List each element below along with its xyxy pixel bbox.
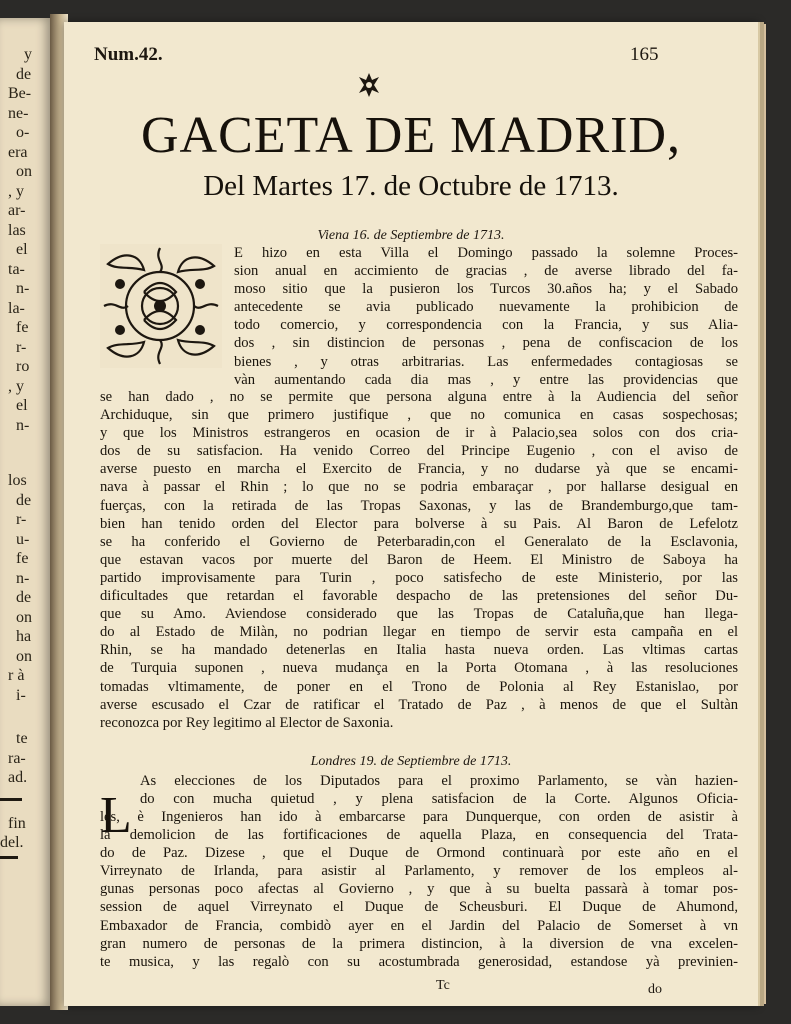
left-page-fragment: n-	[16, 569, 30, 587]
london-report-indented	[140, 772, 738, 808]
text-line: la demolicion de las fortificaciones de aquella Plaza, en consequencia del Trata-	[100, 827, 738, 844]
dateline-london: Londres 19. de Septiembre de 1713.	[310, 754, 512, 769]
text-line: Archiduque, sin que primero justifique , que no comunica en casas sospechosas;	[100, 407, 738, 424]
text-line: bien han tenido orden del Elector para bolverse à su Pais. Al Baron de Lefelotz	[100, 515, 738, 532]
left-page-fragment: y	[24, 46, 32, 63]
gazette-title: GACETA DE MADRID,	[140, 107, 682, 164]
text-line: sion anual en accimiento de gracias , de averse librado del fa-	[234, 263, 738, 280]
vienna-report-full	[100, 388, 738, 732]
left-page-fragment: las	[8, 221, 26, 239]
text-line: que su Amo. Aviendose considerado que las Tropas de Cataluña,que han llega-	[100, 606, 738, 623]
left-page-fragment: ta-	[8, 260, 25, 278]
text-line: E hizo en esta Villa el Domingo passado la solemne Proces-	[234, 245, 738, 261]
left-page-fragment: ne-	[8, 104, 29, 122]
left-page-fragment: Be-	[8, 85, 32, 102]
text-line: reconozca por Rey legitimo al Elector de Saxonia.	[100, 714, 394, 731]
text-line: As elecciones de los Diputados para el proximo Parlamento, se vàn hazien-	[140, 773, 738, 789]
left-page-fragment: fin	[8, 814, 26, 832]
text-line: se ha conferido el Govierno de Peterbaradin,con el Generalato de la Esclavonia,	[100, 533, 738, 550]
left-page-fragment: ro	[16, 358, 30, 375]
left-page-fragment: r à	[8, 667, 25, 684]
left-page-fragment: ra-	[8, 749, 26, 767]
page-number: 165	[630, 44, 659, 65]
text-line: dificultades que retardan el favorable despacho de las pretensiones del señor Du-	[100, 588, 738, 605]
text-line: partido improvisamente para Turin , poco satisfecho de este Ministerio, por las	[100, 569, 738, 586]
left-page-fragment: , y	[8, 377, 24, 395]
left-page-fragment: i-	[16, 686, 26, 704]
text-line: les, è Ingenieros han ido à embarcarse para Dunquerque, con orden de asistir à	[100, 809, 738, 825]
left-page-fragment: los	[8, 472, 27, 489]
issue-number: Num.42.	[94, 44, 163, 65]
text-line: nava à passar el Rhin ; lo que no se podria embaraçar , por hallarse desigual en	[100, 479, 738, 496]
left-page-fragment: de	[16, 65, 32, 83]
left-page-fragment: r-	[16, 338, 27, 356]
decorated-initial-ornament	[100, 244, 222, 368]
left-page-fragment: ha	[16, 628, 32, 645]
text-line: te musica, y las regalò con su acostumbrada generosidad, estandose yà previnien-	[100, 953, 738, 970]
left-page-fragment: de	[16, 491, 32, 509]
issue-date: Del Martes 17. de Octubre de 1713.	[203, 170, 619, 202]
text-line: do de Paz. Dizese , que el Duque de Ormond continuarà por este año en el	[100, 845, 738, 862]
text-line: averse escusado el Czar de ratificar el Tratado de Paz , à menos de que el Sultàn	[100, 696, 738, 713]
vienna-report-indented	[234, 244, 738, 389]
text-line: dos de su satisfacion. Ha venido Correo del Principe Eugenio , con el aviso de	[100, 443, 738, 460]
left-page-fragment: el	[16, 241, 28, 258]
text-line: gunas personas poco afectas al Govierno , y que à su buelta passarà à tomar pos-	[100, 881, 738, 898]
left-page-fragment: n-	[16, 280, 30, 297]
text-line: Rhin, se ha mandado detenerlas en Italia hasta nueva orden. Las vltimas cartas	[100, 642, 738, 659]
left-page-fragment: on	[16, 608, 32, 626]
text-line: session de aquel Virreynato el Duque de Scheusburi. El Duque de Ahumond,	[100, 899, 738, 916]
left-page-fragment: , y	[8, 182, 24, 200]
left-page-fragment: r-	[16, 511, 27, 528]
text-line: moso sitio que la pusieron los Turcos 30.años ha; y el Sabado	[234, 281, 738, 298]
text-line: bienes , y otras arbitrarias. Las enfermedades contagiosas se	[234, 353, 738, 370]
left-page-fragment: n-	[16, 416, 30, 434]
text-line: gran numero de personas de la primera distincion, à la diversion de vna excelen-	[100, 935, 738, 952]
text-line: Virreynato de Irlanda, para asistir al Parlamento, y remover de los empleos al-	[100, 863, 738, 880]
text-line: fuerças, con la retirada de las Tropas Saxonas, y las de Brandemburgo,que tam-	[100, 497, 738, 514]
text-line: y que los Ministros estrangeros en ocasion de ir à Palacio,sea solos con dos cria-	[100, 425, 738, 442]
text-line: que estavan vacos por muerte del Baron de Heem. El Ministro de Saboya ha	[100, 551, 738, 568]
text-line: averse puesto en marcha el Exercito de Francia, y no dudarse yà que se encami-	[100, 461, 738, 478]
left-page-fragment: u-	[16, 530, 30, 548]
text-line: dos , sin distincion de personas , pena de confiscacion de los	[234, 335, 738, 352]
text-line: Embaxador de Francia, combidò ayer en el Jardin del Palacio de Somerset à vn	[100, 917, 738, 934]
text-line: vàn aumentando cada dia mas , y entre las providencias que	[234, 371, 738, 388]
left-page-fragment: fe	[16, 319, 29, 336]
text-line: tomadas vltimamente, de poner en el Trono de Polonia al Rey Estanislao, por	[100, 678, 738, 695]
text-line: se han dado , no se permite que persona alguna entre à la Audiencia del señor	[100, 389, 738, 405]
cross-ornament-icon	[356, 72, 382, 98]
dateline-vienna: Viena 16. de Septiembre de 1713.	[317, 228, 505, 243]
left-page-fragment: fe	[16, 550, 29, 567]
text-line: de Turquia suponen , nueva mudança en la Porta Otomana , à las resoluciones	[100, 660, 738, 677]
left-page-fragment: el	[16, 397, 28, 414]
previous-page-edge	[0, 18, 52, 1006]
left-page-fragment: del.	[0, 834, 24, 851]
text-line: todo comercio, y correspondencia con la Francia, y sus Alia-	[234, 317, 738, 334]
london-report-full	[100, 808, 738, 971]
left-page-fragment: te	[16, 730, 28, 747]
left-page-rule	[0, 798, 22, 801]
drop-cap-initial: L	[100, 787, 132, 844]
catchword-right: do	[648, 982, 662, 997]
text-line: do al Estado de Milàn, no podrian llegar en tiempo de servir esta campaña en el	[100, 624, 738, 641]
left-page-fragment: on	[16, 163, 32, 180]
left-page-fragment: on	[16, 647, 32, 665]
left-page-fragment: ar-	[8, 202, 26, 219]
left-page-fragment: la-	[8, 299, 25, 317]
gazette-page	[64, 22, 758, 1006]
left-page-rule	[0, 856, 18, 859]
catchword-left: Tc	[436, 978, 450, 993]
left-page-fragment: de	[16, 589, 32, 606]
text-line: antecedente se avia publicado nuevamente la prohibicion de	[234, 299, 738, 316]
text-line: do con mucha quietud , y plena satisfacion de la Corte. Algunos Oficia-	[140, 791, 738, 808]
left-page-fragment: o-	[16, 124, 30, 141]
left-page-fragment: era	[8, 143, 28, 161]
left-page-fragment: ad.	[8, 769, 28, 786]
